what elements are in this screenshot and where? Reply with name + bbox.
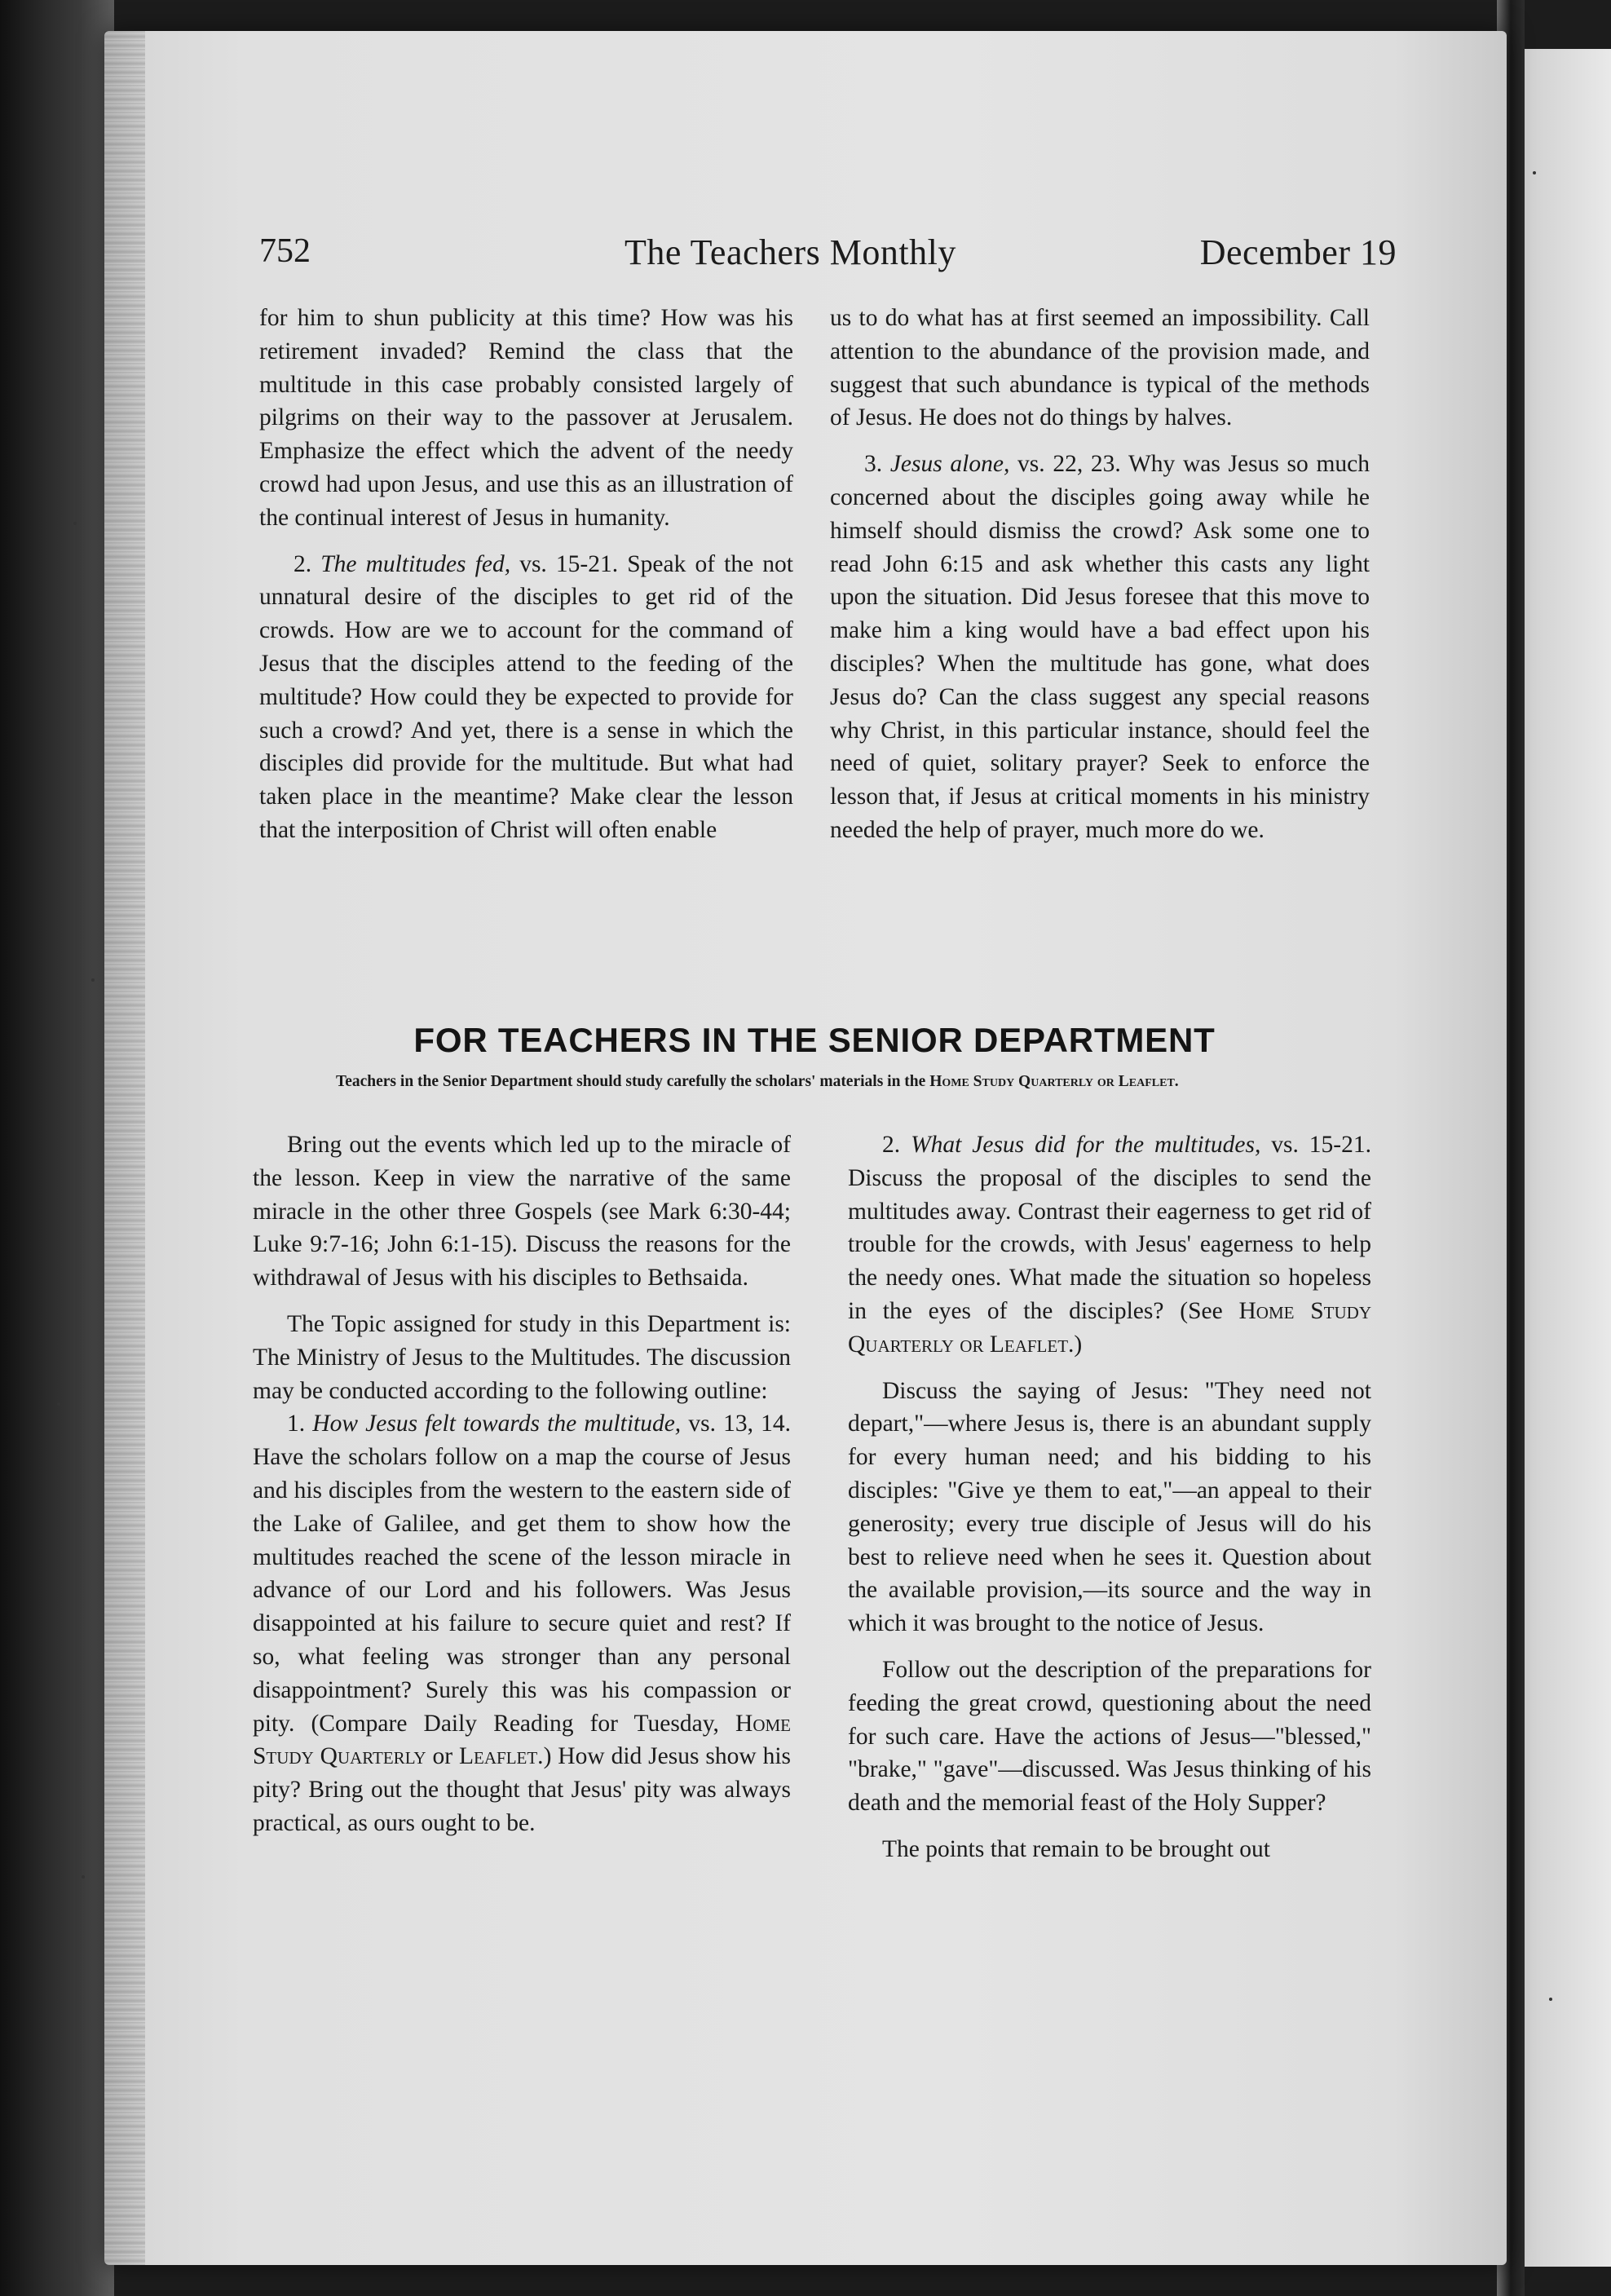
paragraph: for him to shun publicity at this time? How was his retirement invaded? Remind the class that the multitude in this case probably consisted largely of pilgrims on their way to the passover at Jerusalem. Emphasize the effect which the advent of the needy crowd had upon Jesus, and use this as an illustration of the continual interest of Jesus in humanity. [259,305,793,531]
book-binding-left [0,0,114,2296]
bottom-right-column [848,1128,1371,1866]
point-title: The multitudes fed, [320,550,511,577]
scan-speck [82,1875,85,1879]
scan-speck [91,978,95,982]
paragraph [259,548,793,847]
point-number: 2. [882,1132,901,1158]
point-number: 2. [294,550,312,577]
paragraph [253,1407,791,1839]
journal-title: The Teachers Monthly [625,232,956,272]
note-reference: Home Study Quarterly or Leaflet. [929,1073,1179,1090]
top-left-column [259,302,793,847]
paragraph-text: vs. 13, 14. Have the scholars follow on a map the course of Jesus and his disciples from the western to the eastern side of the Lake of Galilee, and get them to show how the multitudes reached the scene of the lesson miracle in advance of our Lord and his followers. Was Jesus disappointed at his failure to secure quiet and rest? If so, what feeling was stronger than any personal disappointment? Surely this was his compassion or pity. (Compare Daily Reading for Tuesday, [253,1411,791,1737]
point-number: 3. [864,451,883,478]
paragraph-text: vs. 22, 23. Why was Jesus so much concerned about the disciples going away while he himself should dismiss the crowd? Ask some one to read John 6:15 and ask whether this casts any light upon the situation. Did Jesus foresee that this move to make him a king would have a bad effect upon his disciples? When the multitude has gone, what does Jesus do? Can the class suggest any special reasons why Christ, in this particular instance, should feel the need of quiet, solitary prayer? Seek to enforce the lesson that, if Jesus at critical moments in his ministry needed the help of prayer, much more do we. [830,451,1370,843]
paragraph: Follow out the description of the preparations for feeding the great crowd, questioning about the need for such care. Have the actions of Jesus—"blessed," "brake," "gave"—discussed. Was Jesus thinking of his death and the memorial feast of the Holy Supper? [848,1656,1371,1817]
publication-ref: Home Study Quarterly [253,1710,791,1770]
section-heading: FOR TEACHERS IN THE SENIOR DEPARTMENT [413,1021,1216,1059]
point-title: What Jesus did for the multitudes, [911,1132,1261,1158]
paragraph: The Topic assigned for study in this Department is: The Ministry of Jesus to the Multitudes. The discussion may be conducted according to the following outline: [253,1310,791,1404]
scan-speck [73,522,77,525]
paragraph-text: ) How did Jesus show his pity? Bring out the thought that Jesus' pity was always practical, as ours ought to be. [253,1743,792,1836]
paragraph: The points that remain to be brought out [882,1835,1271,1862]
point-number: 1. [287,1411,306,1437]
top-right-column [830,302,1370,847]
paragraph [848,1128,1371,1362]
scan-speck [1533,171,1536,174]
paragraph-text: or [426,1743,459,1770]
paragraph-text: ) [1074,1331,1083,1358]
paragraph: Discuss the saying of Jesus: "They need not depart,"—where Jesus is, there is an abundant supply for every human need; and his bidding to his disciples: "Give ye them to eat,"—an appeal to their generosity; every true disciple of Jesus will do his best to relieve need when he sees it. Question about the available provision,—its source and the way in which it was brought to the notice of Jesus. [848,1377,1371,1637]
bottom-left-column [253,1128,791,1840]
section-note [259,1073,1370,1090]
issue-date: December 19 [1199,232,1397,272]
running-header [259,232,1397,280]
note-text: Teachers in the Senior Department should study carefully the scholars' materials in the [336,1073,930,1090]
paragraph [830,448,1370,847]
paragraph: us to do what has at first seemed an impossibility. Call attention to the abundance of the provision made, and suggest that such abundance is typical of the methods of Jesus. He does not do things by halves. [830,305,1370,431]
paragraph: Bring out the events which led up to the miracle of the lesson. Keep in view the narrative of the same miracle in the other three Gospels (see Mark 6:30-44; Luke 9:7-16; John 6:1-15). Discuss the reasons for the withdrawal of Jesus with his disciples to Bethsaida. [253,1132,791,1292]
point-title: How Jesus felt towards the multitude, [312,1411,682,1437]
publication-ref: Leaflet. [459,1743,544,1770]
point-title: Jesus alone, [889,451,1010,478]
page-number: 752 [259,232,311,270]
adjacent-page-edge [1521,49,1611,2267]
paragraph-text: vs. 15-21. Discuss the proposal of the disciples to send the multitudes away. Contrast their eagerness to get rid of trouble for the crowds, with Jesus' eagerness to help the needy ones. What made the situation so hopeless in the eyes of the disciples? (See [848,1132,1371,1324]
paragraph-text: vs. 15-21. Speak of the not unnatural desire of the disciples to get rid of the crowds. How are we to account for the command of Jesus that the disciples attend to the feeding of the multitude? How could they be expected to provide for such a crowd? And yet, there is a sense in which the disciples did provide for the multitude. But what had taken place in the meantime? Make clear the lesson that the interposition of Christ will often enable [259,550,794,843]
scan-speck [1549,1998,1552,2001]
publication-ref: Home Study Quarterly or Leaflet. [848,1297,1372,1358]
scan-speck [57,1402,60,1406]
